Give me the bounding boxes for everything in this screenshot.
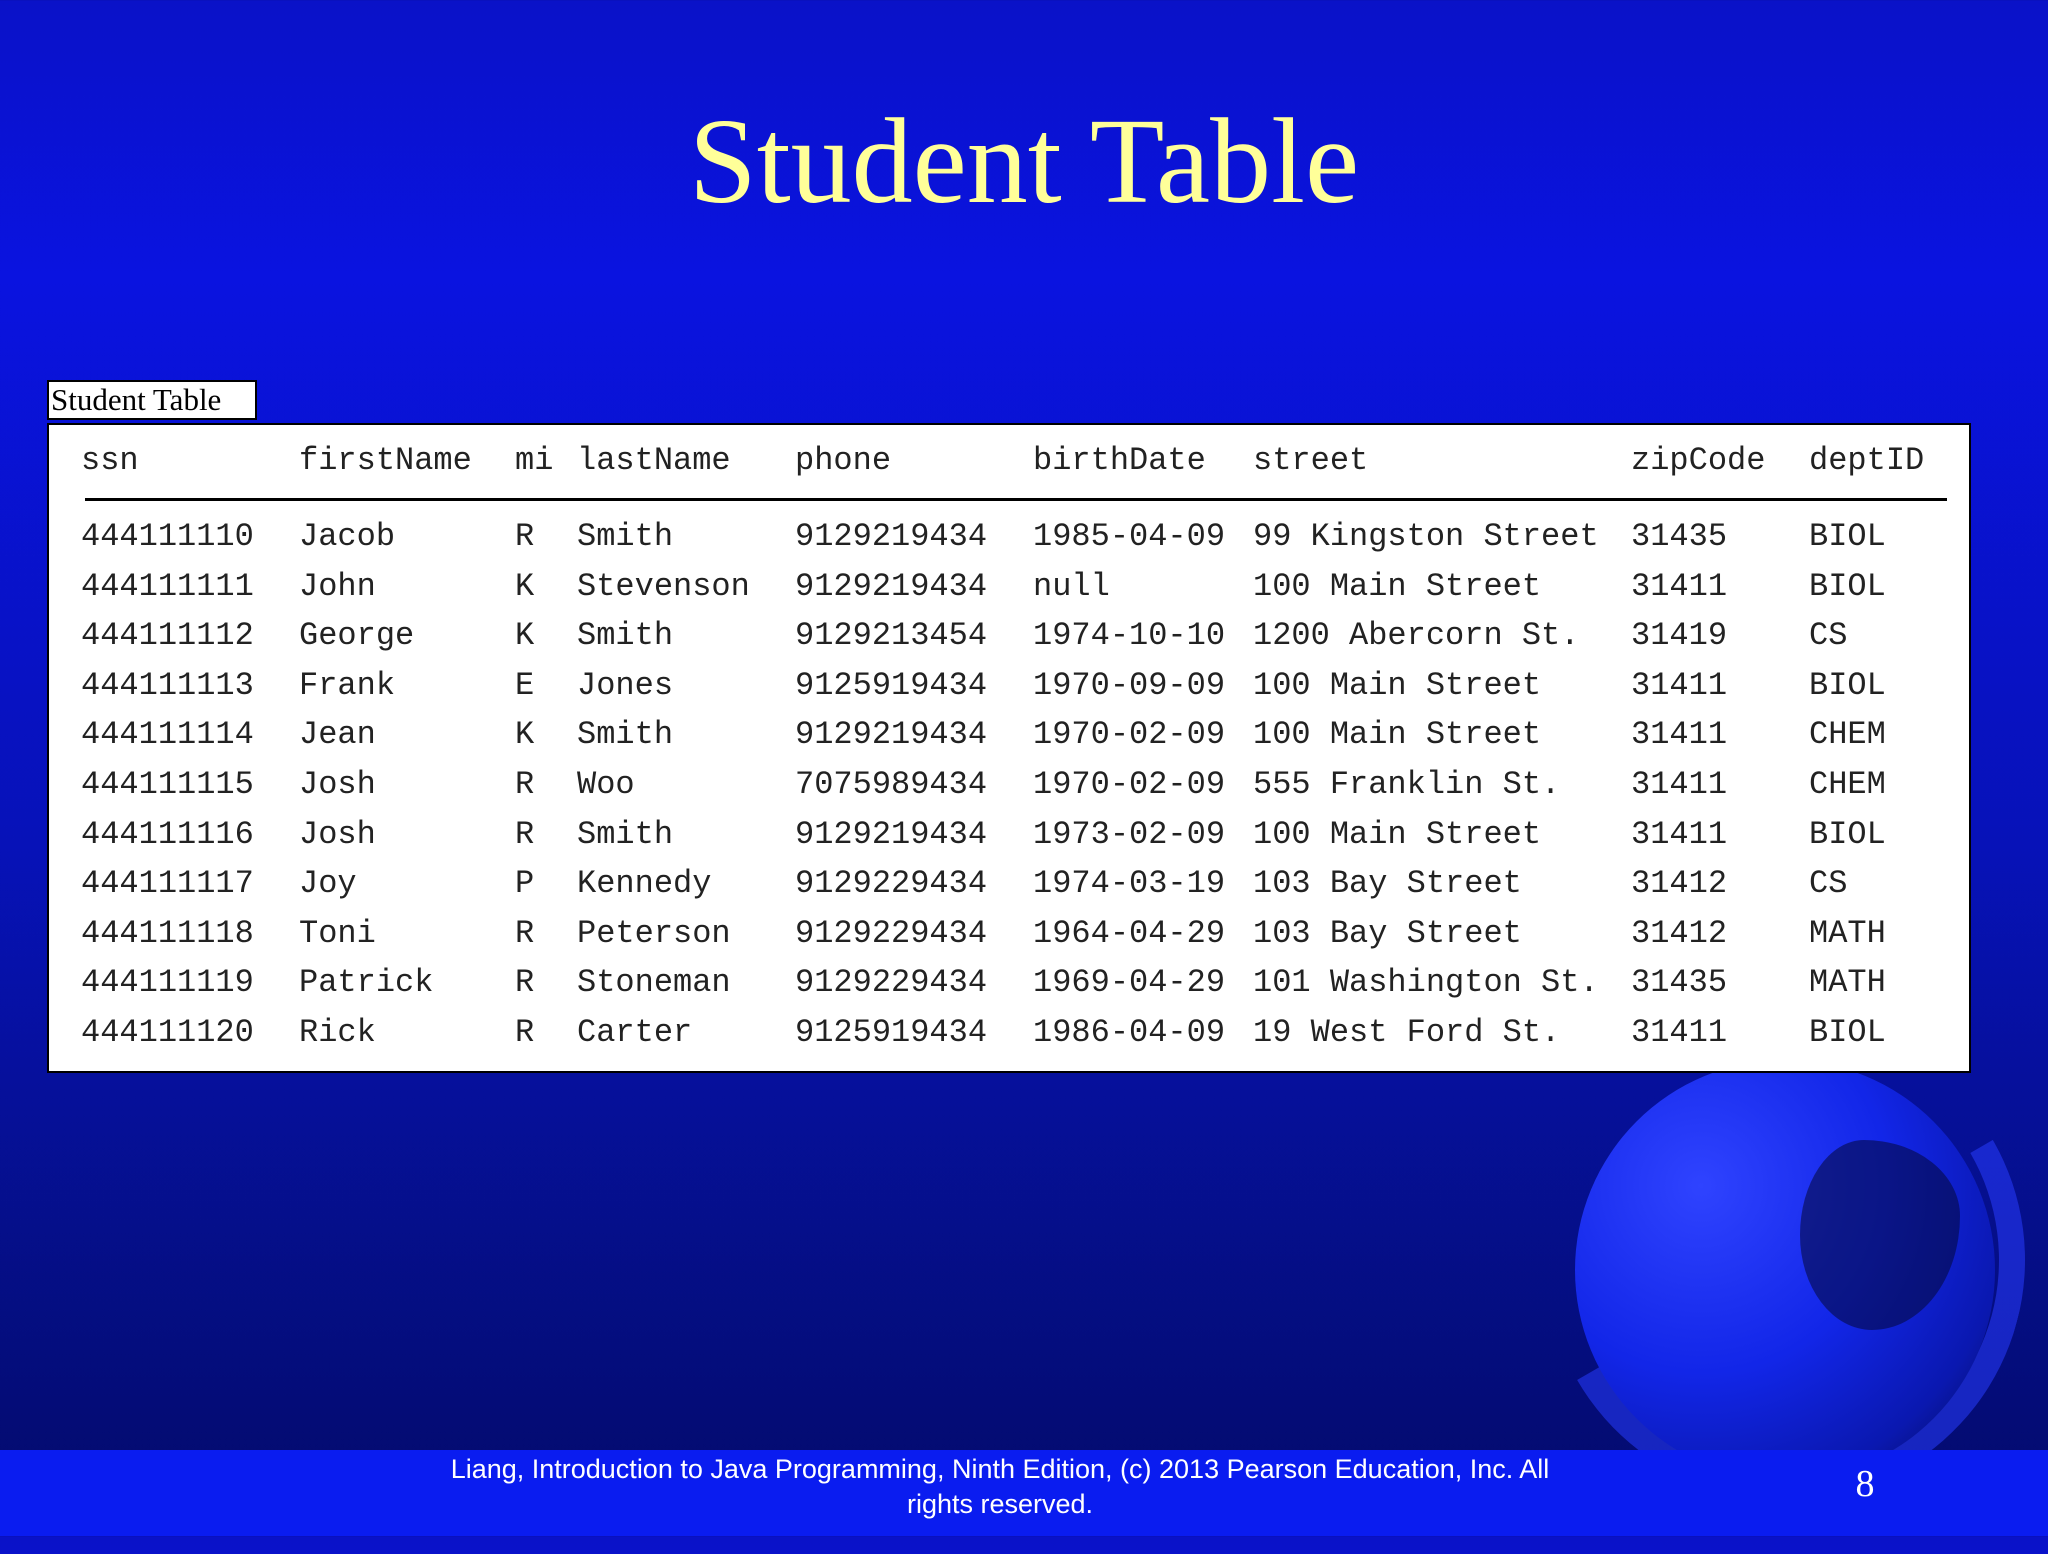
table-cell-deptid: CHEM <box>1809 716 1886 753</box>
column-header-phone: phone <box>795 442 892 479</box>
table-cell-firstname: Rick <box>299 1014 376 1051</box>
table-cell-lastname: Smith <box>577 617 674 654</box>
table-cell-street: 103 Bay Street <box>1253 865 1522 902</box>
table-cell-mi: K <box>515 617 535 654</box>
table-cell-street: 555 Franklin St. <box>1253 766 1561 803</box>
table-cell-ssn: 444111120 <box>81 1014 254 1051</box>
column-header-birthdate: birthDate <box>1033 442 1206 479</box>
table-cell-zipcode: 31419 <box>1631 617 1728 654</box>
table-cell-lastname: Kennedy <box>577 865 712 902</box>
table-cell-firstname: Frank <box>299 667 396 704</box>
table-cell-mi: R <box>515 1014 535 1051</box>
table-cell-birthdate: 1969-04-29 <box>1033 964 1226 1001</box>
slide-title: Student Table <box>688 94 1360 229</box>
table-cell-firstname: Joy <box>299 865 357 902</box>
column-header-street: street <box>1253 442 1369 479</box>
table-cell-deptid: BIOL <box>1809 518 1886 555</box>
table-cell-ssn: 444111119 <box>81 964 254 1001</box>
page-number: 8 <box>1855 1463 1875 1505</box>
table-cell-phone: 9129219434 <box>795 716 988 753</box>
table-cell-ssn: 444111113 <box>81 667 254 704</box>
table-cell-firstname: George <box>299 617 415 654</box>
table-cell-lastname: Carter <box>577 1014 693 1051</box>
table-cell-lastname: Stoneman <box>577 964 731 1001</box>
column-header-ssn: ssn <box>81 442 139 479</box>
table-cell-deptid: CHEM <box>1809 766 1886 803</box>
table-cell-ssn: 444111110 <box>81 518 254 555</box>
header-divider <box>85 498 1947 501</box>
table-cell-phone: 9129219434 <box>795 518 988 555</box>
table-cell-lastname: Jones <box>577 667 674 704</box>
column-header-lastname: lastName <box>577 442 731 479</box>
table-cell-street: 100 Main Street <box>1253 816 1542 853</box>
student-table <box>47 423 1971 1073</box>
table-cell-deptid: MATH <box>1809 915 1886 952</box>
table-cell-zipcode: 31411 <box>1631 716 1728 753</box>
table-cell-firstname: Josh <box>299 766 376 803</box>
table-cell-deptid: BIOL <box>1809 568 1886 605</box>
table-cell-mi: R <box>515 816 535 853</box>
table-cell-phone: 9129229434 <box>795 964 988 1001</box>
footer-citation <box>360 1452 1640 1522</box>
table-cell-firstname: Jacob <box>299 518 396 555</box>
table-cell-birthdate: 1986-04-09 <box>1033 1014 1226 1051</box>
table-cell-zipcode: 31435 <box>1631 964 1728 1001</box>
table-cell-street: 99 Kingston Street <box>1253 518 1599 555</box>
table-cell-ssn: 444111114 <box>81 716 254 753</box>
table-cell-phone: 9125919434 <box>795 1014 988 1051</box>
table-cell-zipcode: 31411 <box>1631 1014 1728 1051</box>
table-cell-ssn: 444111118 <box>81 915 254 952</box>
table-cell-birthdate: 1964-04-29 <box>1033 915 1226 952</box>
table-cell-deptid: BIOL <box>1809 816 1886 853</box>
table-cell-ssn: 444111116 <box>81 816 254 853</box>
column-header-deptid: deptID <box>1809 442 1925 479</box>
table-cell-zipcode: 31411 <box>1631 766 1728 803</box>
table-cell-phone: 9129229434 <box>795 865 988 902</box>
table-cell-street: 100 Main Street <box>1253 667 1542 704</box>
table-cell-ssn: 444111112 <box>81 617 254 654</box>
table-cell-mi: K <box>515 716 535 753</box>
table-cell-birthdate: 1970-02-09 <box>1033 716 1226 753</box>
table-cell-birthdate: 1974-10-10 <box>1033 617 1226 654</box>
table-cell-ssn: 444111111 <box>81 568 254 605</box>
table-cell-phone: 9129219434 <box>795 816 988 853</box>
table-cell-phone: 9129213454 <box>795 617 988 654</box>
table-cell-deptid: MATH <box>1809 964 1886 1001</box>
table-cell-lastname: Peterson <box>577 915 731 952</box>
table-cell-zipcode: 31412 <box>1631 915 1728 952</box>
table-cell-firstname: Toni <box>299 915 376 952</box>
footer-citation-line-1: Liang, Introduction to Java Programming, Ninth Edition, (c) 2013 Pearson Education, Inc. All <box>450 1454 1550 1484</box>
table-cell-zipcode: 31411 <box>1631 816 1728 853</box>
table-cell-lastname: Smith <box>577 816 674 853</box>
table-cell-deptid: BIOL <box>1809 1014 1886 1051</box>
table-cell-zipcode: 31435 <box>1631 518 1728 555</box>
table-cell-street: 1200 Abercorn St. <box>1253 617 1580 654</box>
table-cell-phone: 9129219434 <box>795 568 988 605</box>
table-cell-street: 103 Bay Street <box>1253 915 1522 952</box>
table-cell-firstname: Jean <box>299 716 376 753</box>
column-header-firstname: firstName <box>299 442 472 479</box>
table-cell-mi: E <box>515 667 535 704</box>
table-cell-street: 100 Main Street <box>1253 716 1542 753</box>
footer-citation-line-2: rights reserved. <box>906 1489 1094 1519</box>
table-cell-mi: K <box>515 568 535 605</box>
table-cell-mi: R <box>515 964 535 1001</box>
table-cell-mi: R <box>515 766 535 803</box>
table-cell-zipcode: 31411 <box>1631 667 1728 704</box>
table-cell-deptid: CS <box>1809 865 1848 902</box>
column-header-zipcode: zipCode <box>1631 442 1766 479</box>
table-cell-mi: R <box>515 915 535 952</box>
table-cell-lastname: Smith <box>577 716 674 753</box>
table-cell-firstname: John <box>299 568 376 605</box>
table-cell-birthdate: 1985-04-09 <box>1033 518 1226 555</box>
column-header-mi: mi <box>515 442 554 479</box>
table-cell-ssn: 444111117 <box>81 865 254 902</box>
table-cell-zipcode: 31411 <box>1631 568 1728 605</box>
table-cell-mi: P <box>515 865 535 902</box>
table-cell-street: 101 Washington St. <box>1253 964 1599 1001</box>
table-cell-firstname: Patrick <box>299 964 434 1001</box>
table-cell-street: 100 Main Street <box>1253 568 1542 605</box>
table-cell-birthdate: 1970-09-09 <box>1033 667 1226 704</box>
table-cell-phone: 9129229434 <box>795 915 988 952</box>
table-cell-street: 19 West Ford St. <box>1253 1014 1561 1051</box>
table-cell-lastname: Smith <box>577 518 674 555</box>
table-cell-birthdate: 1974-03-19 <box>1033 865 1226 902</box>
table-cell-phone: 9125919434 <box>795 667 988 704</box>
table-cell-lastname: Woo <box>577 766 635 803</box>
table-cell-birthdate: 1970-02-09 <box>1033 766 1226 803</box>
table-cell-ssn: 444111115 <box>81 766 254 803</box>
table-cell-zipcode: 31412 <box>1631 865 1728 902</box>
table-cell-deptid: BIOL <box>1809 667 1886 704</box>
table-cell-firstname: Josh <box>299 816 376 853</box>
table-cell-birthdate: 1973-02-09 <box>1033 816 1226 853</box>
table-cell-mi: R <box>515 518 535 555</box>
table-cell-birthdate: null <box>1033 568 1110 605</box>
table-cell-lastname: Stevenson <box>577 568 750 605</box>
table-cell-phone: 7075989434 <box>795 766 988 803</box>
table-cell-deptid: CS <box>1809 617 1848 654</box>
table-tab-label: Student Table <box>47 380 257 420</box>
